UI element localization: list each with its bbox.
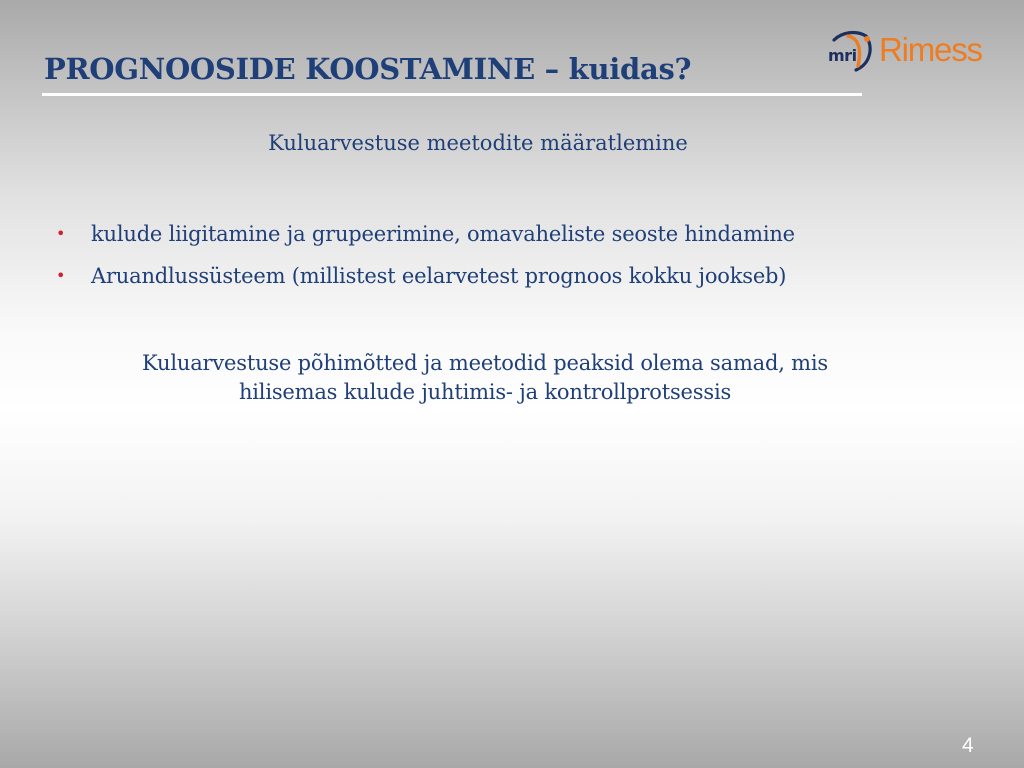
bullet-item xyxy=(56,218,795,260)
slide-subtitle: Kuluarvestuse meetodite määratlemine xyxy=(268,131,688,155)
company-logo xyxy=(826,26,996,78)
logo-mark-text: mri xyxy=(828,46,857,65)
closing-note-line: hilisemas kulude juhtimis- ja kontrollprotsessis xyxy=(238,380,732,404)
closing-note-line: Kuluarvestuse põhimõtted ja meetodid peaksid olema samad, mis xyxy=(142,351,828,375)
bullet-text: kulude liigitamine ja grupeerimine, omavaheliste seoste hindamine xyxy=(91,222,795,246)
bullet-text: Aruandlussüsteem (millistest eelarvetest prognoos kokku jookseb) xyxy=(91,264,787,288)
slide-title: PROGNOOSIDE KOOSTAMINE – kuidas? xyxy=(44,52,692,86)
bullet-dot-icon: • xyxy=(56,224,66,243)
logo-wordmark: Rimess xyxy=(879,31,982,68)
title-underline xyxy=(42,93,862,96)
bullet-dot-icon: • xyxy=(56,266,66,285)
closing-note xyxy=(0,349,970,407)
bullet-list xyxy=(56,218,795,302)
page-number: 4 xyxy=(962,734,974,757)
bullet-item xyxy=(56,260,795,302)
